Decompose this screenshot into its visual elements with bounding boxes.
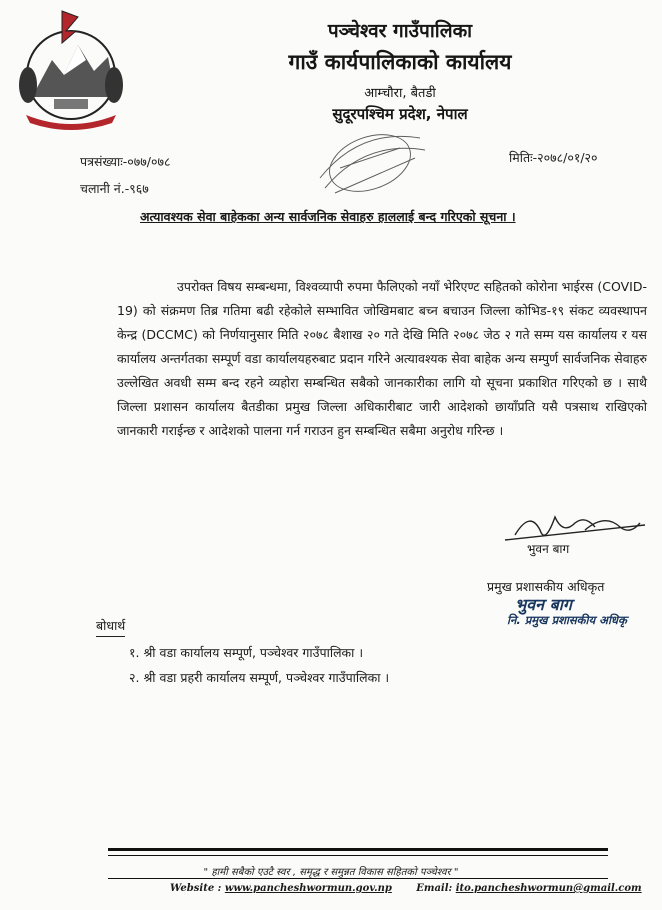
notice-subject: अत्यावश्यक सेवा बाहेकका अन्य सार्वजनिक सेवाहरु हाललाई बन्द गरिएको सूचना । [140, 209, 516, 224]
footer-slogan: " हामी सबैको एउटै स्वर , समृद्ध र समुन्नत विकास सहितको पञ्चेश्वर " [203, 867, 459, 878]
office-seal-icon [300, 118, 435, 198]
reference-number: पत्रसंख्याः-०७७/०७८ [80, 154, 171, 169]
email-label: Email: [416, 883, 453, 894]
letter-date: मितिः-२०७८/०१/२० [509, 150, 598, 165]
office-location: आम्चौरा, बैतडी [364, 86, 436, 101]
footer-divider [108, 848, 608, 856]
cc-item: २. श्री वडा प्रहरी कार्यालय सम्पूर्ण, पञ्चेश्वर गाउँपालिका । [129, 670, 390, 685]
nepal-emblem-icon [12, 5, 130, 135]
cc-item: १. श्री वडा कार्यालय सम्पूर्ण, पञ्चेश्वर गाउँपालिका । [129, 645, 364, 660]
dispatch-number: चलानी नं.-९६७ [80, 181, 149, 196]
signatory-title: प्रमुख प्रशासकीय अधिकृत [487, 579, 605, 594]
notice-body: उपरोक्त विषय सम्बन्धमा, विश्वव्यापी रुपमा फैलिएको नयाँ भेरिएण्ट सहितको कोरोना भाईरस (COVID-19) को संक्रमण तिब्र गतिमा बढी रहेकोले सम्भावित जोखिमबाट बच्न बचाउन जिल्ला कोभिड-१९ संकट व्यवस्थापन केन्द्र (DCCMC) को निर्णयानुसार मिति २०७८ बैशाख २० गते देखि मिति २०७८ जेठ २ गते सम्म यस कार्यालय र यस कार्यालय अन्तर्गतका सम्पूर्ण वडा कार्यालयहरुबाट प्रदान गरिने अत्यावश्यक सेवा बाहेक अन्य सम्पुर्ण सार्वजनिक सेवाहरु उल्लेखित अवधी सम्म बन्द रहने व्यहोरा सम्बन्धित सबैको जानकारीका लागि यो सूचना प्रकाशित गरिएको छ । साथै जिल्ला प्रशासन कार्यालय बैतडीका प्रमुख जिल्ला अधिकारीबाट जारी आदेशको छायाँप्रति यसै पत्रसाथ राखिएको जानकारी गराईन्छ र आदेशको पालना गर्न गराउन हुन सम्बन्धित सबैमा अनुरोध गरिन्छ । [117, 279, 647, 438]
email-link[interactable]: ito.pancheshwormun@gmail.com [455, 883, 642, 894]
website-label: Website : [170, 883, 222, 894]
office-subtitle: गाउँ कार्यपालिकाको कार्यालय [288, 50, 512, 74]
stamp-title: नि. प्रमुख प्रशासकीय अधिकृ [507, 613, 627, 627]
website-link[interactable]: www.pancheshwormun.gov.np [224, 883, 392, 894]
office-name: पञ्चेश्वर गाउँपालिका [327, 20, 473, 42]
footer-divider [108, 878, 608, 879]
signatory-name: भुवन बाग [527, 542, 570, 556]
office-province: सुदूरपश्चिम प्रदेश, नेपाल [332, 105, 468, 123]
stamp-name: भुवन बाग [515, 595, 572, 614]
cc-label: बोधार्थ [96, 617, 125, 637]
footer-contact [170, 883, 642, 894]
